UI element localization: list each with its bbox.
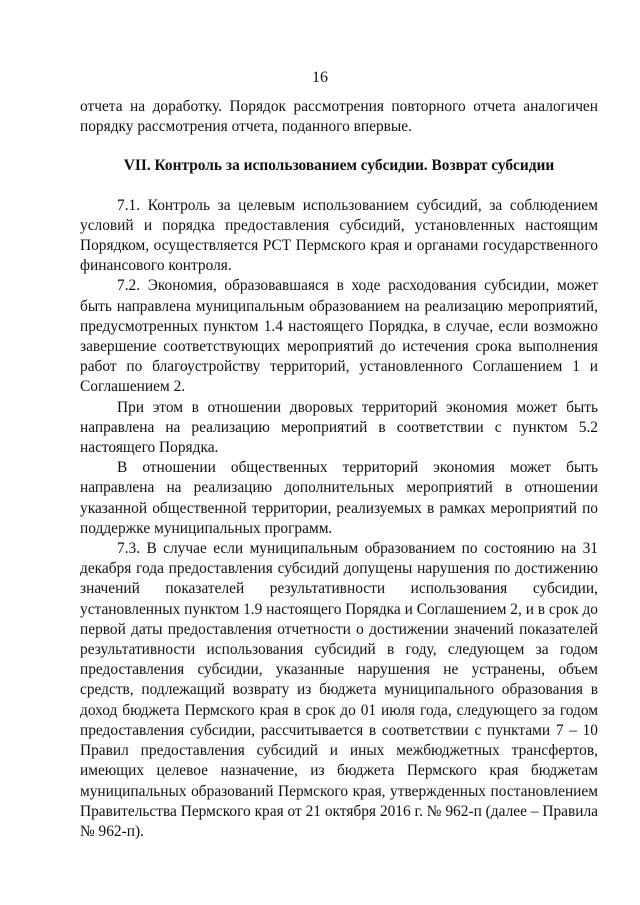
section-heading: VII. Контроль за использованием субсидии. Возврат субсидии xyxy=(123,157,555,175)
paragraph-7-2: 7.2. Экономия, образовавшаяся в ходе расходования субсидии, может быть направлена муниципальным образованием на реализацию мероприятий, предусмотренных пунктом 1.4 настоящего Порядка, в случае, если возможно завершение соответствующих мероприятий до истечения срока выполнения работ по благоустройству территорий, установленного Соглашением 1 и Соглашением 2. xyxy=(80,277,598,396)
paragraph-continuation: отчета на доработку. Порядок рассмотрения повторного отчета аналогичен порядку рассмотрения отчета, поданного впервые. xyxy=(80,98,598,136)
paragraph-7-3: 7.3. В случае если муниципальным образованием по состоянию на 31 декабря года предоставления субсидий допущены нарушения по достижению значений показателей результативности использования субсидии, установленных пунктом 1.9 настоящего Порядка и Соглашением 2, и в срок до первой даты предоставления отчетности о достижении значений показателей результативности использования субсидий в году, следующем за годом предоставления субсидии, указанные нарушения не устранены, объем средств, подлежащий возврату из бюджета муниципального образования в доход бюджета Пермского края в срок до 01 июля года, следующего за годом предоставления субсидии, рассчитывается в соответствии с пунктами 7 – 10 Правил предоставления субсидий и иных межбюджетных трансфертов, имеющих целевое назначение, из бюджета Пермского края бюджетам муниципальных образований Пермского края, утвержденных постановлением Правительства Пермского края от 21 октября 2016 г. № 962-п (далее – Правила № 962-п). xyxy=(80,540,598,840)
document-body xyxy=(80,97,598,842)
paragraph-public-territories: В отношении общественных территорий экономия может быть направлена на реализацию дополнительных мероприятий в отношении указанной общественной территории, реализуемых в рамках мероприятий по поддержке муниципальных программ. xyxy=(80,459,598,537)
page-number: 16 xyxy=(312,69,328,86)
paragraph-yard-territories: При этом в отношении дворовых территорий экономия может быть направлена на реализацию мероприятий в соответствии с пунктом 5.2 настоящего Порядка. xyxy=(80,398,598,457)
paragraph-7-1: 7.1. Контроль за целевым использованием субсидий, за соблюдением условий и порядка предоставления субсидий, установленных настоящим Порядком, осуществляется РСТ Пермского края и органами государственного финансового контроля. xyxy=(80,196,598,275)
